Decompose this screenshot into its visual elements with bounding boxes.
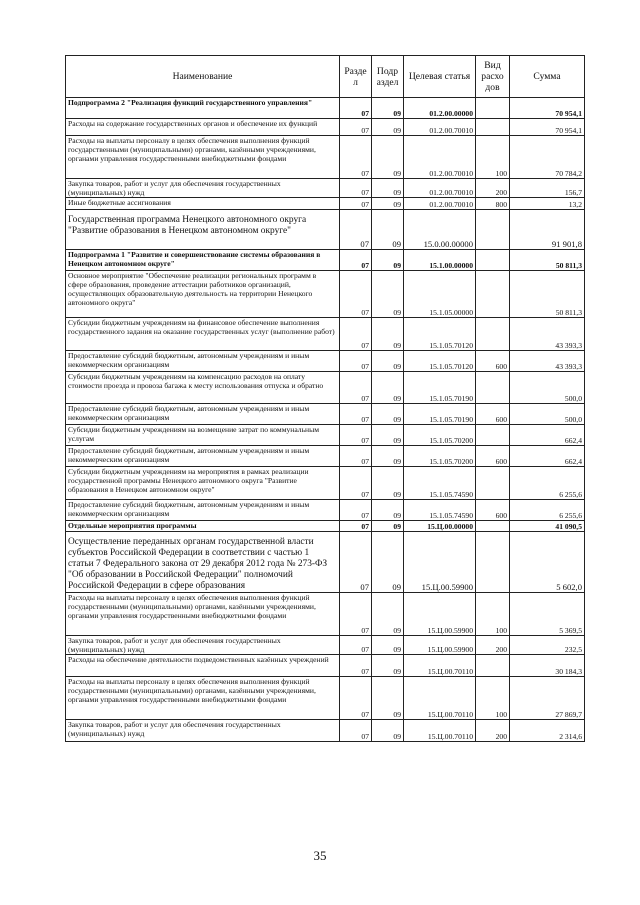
- row-subsection-cell: 09: [372, 500, 404, 521]
- row-name-cell: Предоставление субсидий бюджетным, автономным учреждениям и иным некоммерческим организациям: [66, 500, 340, 521]
- row-type-cell: [476, 655, 510, 677]
- header-target: Целевая статья: [404, 56, 476, 98]
- row-target-cell: 15.1.05.70200: [404, 425, 476, 446]
- row-target-cell: 15.1.05.70190: [404, 404, 476, 425]
- row-subsection-cell: 09: [372, 720, 404, 742]
- row-name-cell: Государственная программа Ненецкого автономного округа "Развитие образования в Ненецком автономном округе": [66, 210, 340, 250]
- row-section-cell: 07: [340, 351, 372, 372]
- row-section-cell: 07: [340, 446, 372, 467]
- row-amount-cell: 70 954,1: [510, 98, 585, 119]
- table-row: [66, 655, 585, 677]
- row-name-cell: Предоставление субсидий бюджетным, автономным учреждениям и иным некоммерческим организациям: [66, 404, 340, 425]
- row-name-cell: Расходы на выплаты персоналу в целях обеспечения выполнения функций государственными (муниципальными) органами, казёнными учреждениями, органами управления государственными внебюджетными фондами: [66, 136, 340, 179]
- row-type-cell: [476, 467, 510, 500]
- table-header-row: [66, 56, 585, 98]
- table-row: [66, 467, 585, 500]
- row-amount-cell: 27 869,7: [510, 677, 585, 720]
- header-type: Вид расхо дов: [476, 56, 510, 98]
- row-subsection-cell: 09: [372, 521, 404, 532]
- row-amount-cell: 13,2: [510, 198, 585, 210]
- row-name-cell: Субсидии бюджетным учреждениям на компенсацию расходов на оплату стоимости проезда и провоза багажа к месту использования отпуска и обратно: [66, 372, 340, 404]
- table-row: [66, 179, 585, 198]
- row-name-cell: Подпрограмма 1 "Развитие и совершенствование системы образования в Ненецком автономном округе": [66, 250, 340, 271]
- row-name-cell: Расходы на выплаты персоналу в целях обеспечения выполнения функций государственными (муниципальными) органами, казёнными учреждениями, органами управления государственными внебюджетными фондами: [66, 677, 340, 720]
- row-amount-cell: 43 393,3: [510, 351, 585, 372]
- row-subsection-cell: 09: [372, 250, 404, 271]
- row-section-cell: 07: [340, 250, 372, 271]
- row-amount-cell: 500,0: [510, 404, 585, 425]
- row-section-cell: 07: [340, 198, 372, 210]
- row-subsection-cell: 09: [372, 532, 404, 593]
- row-target-cell: 15.1.05.70120: [404, 318, 476, 351]
- row-section-cell: 07: [340, 136, 372, 179]
- row-target-cell: 01.2.00.00000: [404, 98, 476, 119]
- row-type-cell: 200: [476, 179, 510, 198]
- table-row: [66, 425, 585, 446]
- row-type-cell: [476, 271, 510, 318]
- table-row: [66, 636, 585, 655]
- row-amount-cell: 232,5: [510, 636, 585, 655]
- table-row: [66, 250, 585, 271]
- row-subsection-cell: 09: [372, 446, 404, 467]
- row-name-cell: Предоставление субсидий бюджетным, автономным учреждениям и иным некоммерческим организациям: [66, 446, 340, 467]
- row-section-cell: 07: [340, 532, 372, 593]
- row-name-cell: Закупка товаров, работ и услуг для обеспечения государственных (муниципальных) нужд: [66, 636, 340, 655]
- table-row: [66, 521, 585, 532]
- row-section-cell: 07: [340, 500, 372, 521]
- row-target-cell: 15.0.00.00000: [404, 210, 476, 250]
- row-section-cell: 07: [340, 119, 372, 136]
- row-section-cell: 07: [340, 271, 372, 318]
- table-row: [66, 351, 585, 372]
- table-row: [66, 404, 585, 425]
- row-type-cell: [476, 532, 510, 593]
- row-subsection-cell: 09: [372, 136, 404, 179]
- row-subsection-cell: 09: [372, 98, 404, 119]
- row-section-cell: 07: [340, 677, 372, 720]
- row-name-cell: Основное мероприятие "Обеспечение реализации региональных программ в сфере образования, проведение аттестации работников организаций, осуществляющих образовательную деятельность на территории Ненецкого автономного округа": [66, 271, 340, 318]
- row-name-cell: Закупка товаров, работ и услуг для обеспечения государственных (муниципальных) нужд: [66, 179, 340, 198]
- table-row: [66, 532, 585, 593]
- row-section-cell: 07: [340, 404, 372, 425]
- row-section-cell: 07: [340, 372, 372, 404]
- table-row: [66, 318, 585, 351]
- row-type-cell: 600: [476, 500, 510, 521]
- row-name-cell: Закупка товаров, работ и услуг для обеспечения государственных (муниципальных) нужд: [66, 720, 340, 742]
- row-section-cell: 07: [340, 318, 372, 351]
- row-section-cell: 07: [340, 655, 372, 677]
- row-target-cell: 15.Ц.00.59900: [404, 636, 476, 655]
- row-name-cell: Расходы на обеспечение деятельности подведомственных казённых учреждений: [66, 655, 340, 677]
- row-target-cell: 15.Ц.00.59900: [404, 593, 476, 636]
- row-amount-cell: 43 393,3: [510, 318, 585, 351]
- row-amount-cell: 70 784,2: [510, 136, 585, 179]
- row-amount-cell: 50 811,3: [510, 271, 585, 318]
- row-section-cell: 07: [340, 720, 372, 742]
- row-subsection-cell: 09: [372, 119, 404, 136]
- row-subsection-cell: 09: [372, 636, 404, 655]
- header-amount: Сумма: [510, 56, 585, 98]
- row-amount-cell: 91 901,8: [510, 210, 585, 250]
- row-amount-cell: 2 314,6: [510, 720, 585, 742]
- table-row: [66, 446, 585, 467]
- row-subsection-cell: 09: [372, 210, 404, 250]
- table-row: [66, 98, 585, 119]
- row-target-cell: 15.Ц.00.00000: [404, 521, 476, 532]
- row-section-cell: 07: [340, 636, 372, 655]
- row-target-cell: 15.Ц.00.70110: [404, 677, 476, 720]
- row-type-cell: 100: [476, 677, 510, 720]
- table-body: [66, 98, 585, 742]
- row-subsection-cell: 09: [372, 318, 404, 351]
- row-name-cell: Осуществление переданных органам государственной власти субъектов Российской Федерации в соответствии с частью 1 статьи 7 Федерального закона от 29 декабря 2012 года № 273-ФЗ "Об образовании в Российской Федерации" полномочий Российской Федерации в сфере образования: [66, 532, 340, 593]
- row-section-cell: 07: [340, 210, 372, 250]
- row-section-cell: 07: [340, 593, 372, 636]
- row-amount-cell: 662,4: [510, 446, 585, 467]
- row-amount-cell: 5 602,0: [510, 532, 585, 593]
- row-amount-cell: 5 369,5: [510, 593, 585, 636]
- table-row: [66, 119, 585, 136]
- header-subsection: Подр аздел: [372, 56, 404, 98]
- budget-table: [65, 55, 585, 742]
- row-name-cell: Расходы на содержание государственных органов и обеспечение их функций: [66, 119, 340, 136]
- row-amount-cell: 70 954,1: [510, 119, 585, 136]
- row-target-cell: 01.2.00.70010: [404, 179, 476, 198]
- row-type-cell: [476, 425, 510, 446]
- row-subsection-cell: 09: [372, 351, 404, 372]
- row-section-cell: 07: [340, 179, 372, 198]
- row-amount-cell: 41 090,5: [510, 521, 585, 532]
- row-target-cell: 15.1.05.70190: [404, 372, 476, 404]
- row-type-cell: 200: [476, 720, 510, 742]
- row-name-cell: Субсидии бюджетным учреждениям на мероприятия в рамках реализации государственной программы Ненецкого автономного округа "Развитие образования в Ненецком автономном округе": [66, 467, 340, 500]
- row-target-cell: 01.2.00.70010: [404, 198, 476, 210]
- row-subsection-cell: 09: [372, 404, 404, 425]
- row-name-cell: Расходы на выплаты персоналу в целях обеспечения выполнения функций государственными (муниципальными) органами, казёнными учреждениями, органами управления государственными внебюджетными фондами: [66, 593, 340, 636]
- row-name-cell: Отдельные мероприятия программы: [66, 521, 340, 532]
- row-subsection-cell: 09: [372, 198, 404, 210]
- table-row: [66, 372, 585, 404]
- row-type-cell: [476, 119, 510, 136]
- row-type-cell: [476, 521, 510, 532]
- row-amount-cell: 500,0: [510, 372, 585, 404]
- table-row: [66, 500, 585, 521]
- page-number: 35: [313, 848, 327, 863]
- row-section-cell: 07: [340, 98, 372, 119]
- table-row: [66, 198, 585, 210]
- row-subsection-cell: 09: [372, 655, 404, 677]
- row-amount-cell: 156,7: [510, 179, 585, 198]
- table-row: [66, 593, 585, 636]
- row-type-cell: 200: [476, 636, 510, 655]
- row-type-cell: [476, 318, 510, 351]
- row-type-cell: [476, 210, 510, 250]
- row-amount-cell: 30 184,3: [510, 655, 585, 677]
- row-subsection-cell: 09: [372, 372, 404, 404]
- row-type-cell: [476, 372, 510, 404]
- row-target-cell: 01.2.00.70010: [404, 119, 476, 136]
- row-subsection-cell: 09: [372, 425, 404, 446]
- row-section-cell: 07: [340, 521, 372, 532]
- row-target-cell: 15.1.05.70200: [404, 446, 476, 467]
- row-subsection-cell: 09: [372, 271, 404, 318]
- row-target-cell: 15.1.05.74590: [404, 500, 476, 521]
- row-type-cell: [476, 250, 510, 271]
- table-row: [66, 720, 585, 742]
- row-amount-cell: 50 811,3: [510, 250, 585, 271]
- table-row: [66, 136, 585, 179]
- row-type-cell: 600: [476, 351, 510, 372]
- row-subsection-cell: 09: [372, 677, 404, 720]
- row-name-cell: Иные бюджетные ассигнования: [66, 198, 340, 210]
- row-type-cell: [476, 98, 510, 119]
- row-name-cell: Субсидии бюджетным учреждениям на финансовое обеспечение выполнения государственного задания на оказание государственных услуг (выполнение работ): [66, 318, 340, 351]
- header-name: Наименование: [66, 56, 340, 98]
- row-section-cell: 07: [340, 425, 372, 446]
- row-name-cell: Субсидии бюджетным учреждениям на возмещение затрат по коммунальным услугам: [66, 425, 340, 446]
- row-type-cell: 800: [476, 198, 510, 210]
- header-section: Разде л: [340, 56, 372, 98]
- row-target-cell: 15.Ц.00.70110: [404, 655, 476, 677]
- row-amount-cell: 6 255,6: [510, 467, 585, 500]
- row-target-cell: 15.1.00.00000: [404, 250, 476, 271]
- row-target-cell: 15.Ц.00.70110: [404, 720, 476, 742]
- table-row: [66, 210, 585, 250]
- row-type-cell: 600: [476, 446, 510, 467]
- row-target-cell: 01.2.00.70010: [404, 136, 476, 179]
- row-name-cell: Подпрограмма 2 "Реализация функций государственного управления": [66, 98, 340, 119]
- row-target-cell: 15.Ц.00.59900: [404, 532, 476, 593]
- table-row: [66, 271, 585, 318]
- row-target-cell: 15.1.05.70120: [404, 351, 476, 372]
- row-target-cell: 15.1.05.74590: [404, 467, 476, 500]
- row-subsection-cell: 09: [372, 467, 404, 500]
- row-subsection-cell: 09: [372, 593, 404, 636]
- row-type-cell: 100: [476, 136, 510, 179]
- row-amount-cell: 6 255,6: [510, 500, 585, 521]
- table-row: [66, 677, 585, 720]
- row-section-cell: 07: [340, 467, 372, 500]
- row-type-cell: 100: [476, 593, 510, 636]
- row-subsection-cell: 09: [372, 179, 404, 198]
- row-amount-cell: 662,4: [510, 425, 585, 446]
- row-type-cell: 600: [476, 404, 510, 425]
- row-target-cell: 15.1.05.00000: [404, 271, 476, 318]
- row-name-cell: Предоставление субсидий бюджетным, автономным учреждениям и иным некоммерческим организациям: [66, 351, 340, 372]
